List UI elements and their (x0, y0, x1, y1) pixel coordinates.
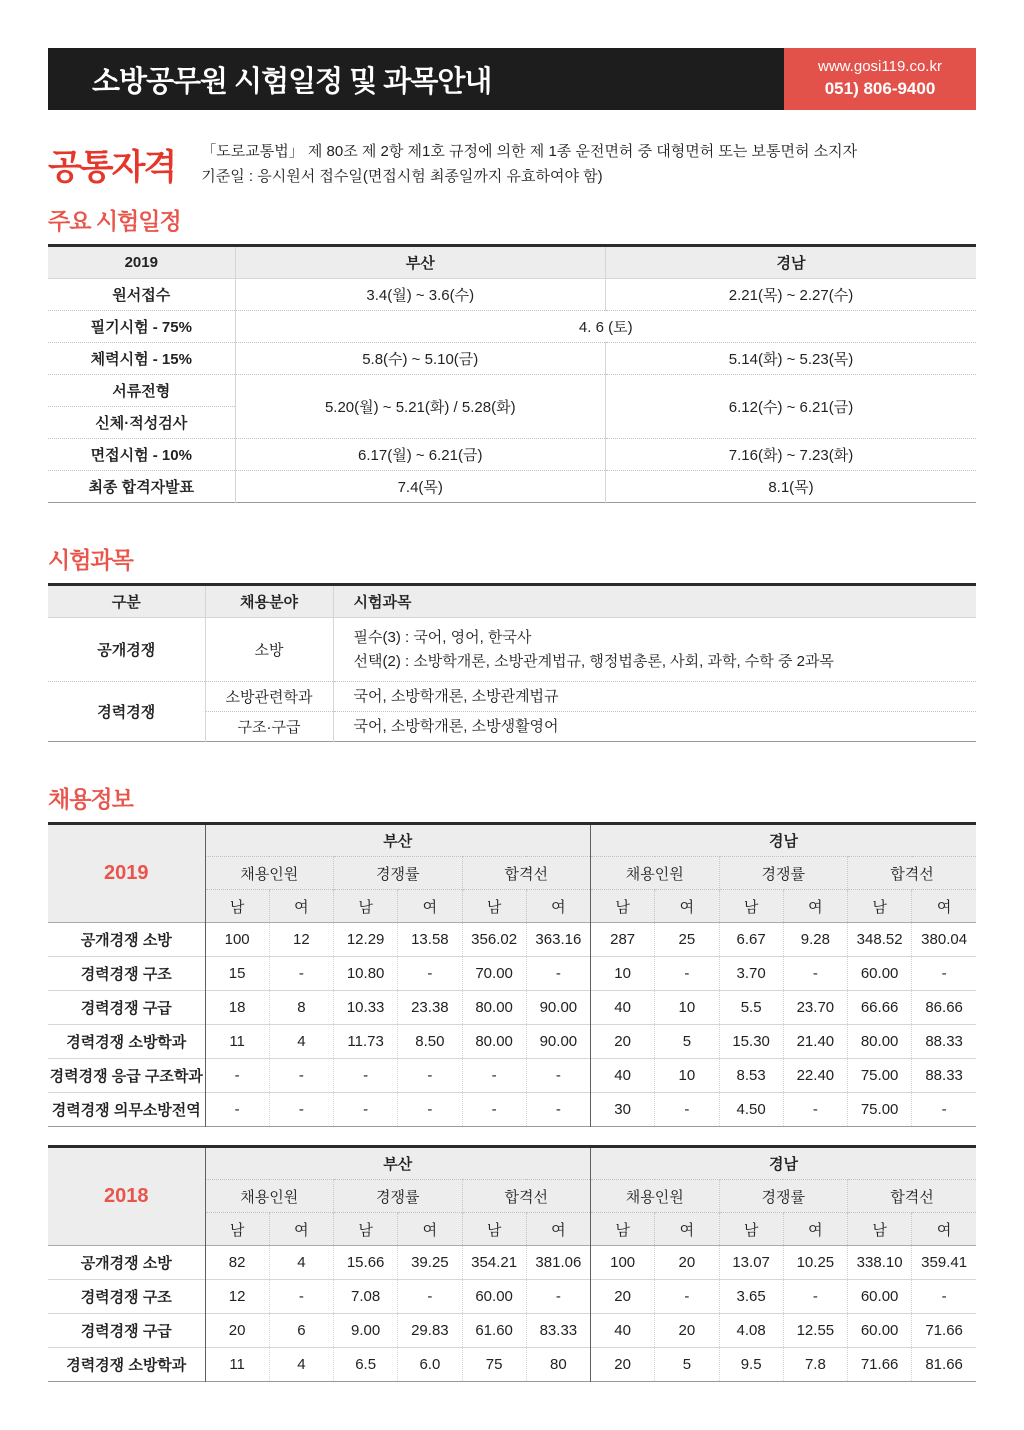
table-row (48, 1348, 976, 1382)
data-cell: 4 (269, 1246, 333, 1280)
data-cell: 11.73 (334, 1025, 398, 1059)
data-cell: 66.66 (848, 991, 912, 1025)
data-cell: 5.5 (719, 991, 783, 1025)
data-cell: 23.70 (783, 991, 847, 1025)
data-cell: 25 (655, 923, 719, 957)
data-cell: 15.66 (334, 1246, 398, 1280)
data-cell: 348.52 (848, 923, 912, 957)
row-label: 공개경쟁 (48, 618, 205, 682)
subjects-row-open (48, 618, 976, 682)
col-cutoff: 합격선 (462, 857, 591, 890)
recruitment-table-2018 (48, 1145, 976, 1382)
data-cell: - (655, 1280, 719, 1314)
data-cell: 5 (655, 1348, 719, 1382)
col-cutoff: 합격선 (848, 1180, 977, 1213)
row-label: 원서접수 (48, 279, 235, 311)
cell-gyeongnam: 6.12(수) ~ 6.21(금) (606, 375, 977, 439)
row-label: 경력경쟁 응급 구조학과 (48, 1059, 205, 1093)
data-cell: 5 (655, 1025, 719, 1059)
subjects-required-line: 필수(3) : 국어, 영어, 한국사 (353, 628, 532, 646)
col-male: 남 (591, 890, 655, 923)
col-male: 남 (591, 1213, 655, 1246)
data-cell: 71.66 (848, 1348, 912, 1382)
table-row (48, 1059, 976, 1093)
col-cutoff: 합격선 (462, 1180, 591, 1213)
data-cell: 100 (205, 923, 269, 957)
data-cell: 20 (205, 1314, 269, 1348)
year-label: 2018 (48, 1147, 205, 1246)
data-cell: 60.00 (848, 1314, 912, 1348)
col-hire: 채용인원 (205, 1180, 334, 1213)
data-cell: 11 (205, 1348, 269, 1382)
data-cell: - (526, 1280, 590, 1314)
cell-busan: 5.8(수) ~ 5.10(금) (235, 343, 606, 375)
data-cell: 20 (591, 1348, 655, 1382)
row-label: 경력경쟁 의무소방전역 (48, 1093, 205, 1127)
col-male: 남 (848, 890, 912, 923)
col-female: 여 (912, 890, 976, 923)
table-row (48, 1246, 976, 1280)
data-cell: 6.0 (398, 1348, 462, 1382)
table-row (48, 991, 976, 1025)
cell-gyeongnam: 7.16(화) ~ 7.23(화) (606, 439, 977, 471)
table-row (48, 1025, 976, 1059)
data-cell: - (526, 957, 590, 991)
subjects-section-title: 시험과목 (48, 547, 133, 573)
data-cell: 80.00 (462, 991, 526, 1025)
data-cell: - (398, 1280, 462, 1314)
cell-field: 소방관련학과 (205, 682, 333, 712)
subjects-elective-line: 선택(2) : 소방학개론, 소방관계법규, 행정법총론, 사회, 과학, 수학 중 2과목 (353, 652, 834, 670)
data-cell: 60.00 (848, 957, 912, 991)
cell-field: 구조·구급 (205, 712, 333, 742)
recruitment-table-2019 (48, 822, 976, 1127)
region-gyeongnam: 경남 (591, 824, 977, 857)
data-cell: 4 (269, 1025, 333, 1059)
schedule-header-year: 2019 (48, 246, 235, 279)
cell-busan: 3.4(월) ~ 3.6(수) (235, 279, 606, 311)
col-female: 여 (269, 1213, 333, 1246)
schedule-row-papers (48, 375, 976, 407)
data-cell: 100 (591, 1246, 655, 1280)
data-cell: - (526, 1059, 590, 1093)
data-cell: 8.50 (398, 1025, 462, 1059)
schedule-header-gyeongnam: 경남 (606, 246, 977, 279)
region-busan: 부산 (205, 1147, 591, 1180)
data-cell: - (398, 1059, 462, 1093)
schedule-section-title: 주요 시험일정 (48, 208, 181, 234)
col-female: 여 (912, 1213, 976, 1246)
data-cell: 20 (655, 1246, 719, 1280)
data-cell: 13.58 (398, 923, 462, 957)
common-qualification (48, 140, 976, 190)
page-title: 소방공무원 시험일정 및 과목안내 (92, 65, 492, 98)
data-cell: 29.83 (398, 1314, 462, 1348)
common-qualification-desc (201, 140, 857, 190)
data-cell: 6.67 (719, 923, 783, 957)
contact-box (784, 48, 976, 110)
row-label: 경력경쟁 구조 (48, 1280, 205, 1314)
row-label: 경력경쟁 (48, 682, 205, 742)
data-cell: 13.07 (719, 1246, 783, 1280)
data-cell: 39.25 (398, 1246, 462, 1280)
data-cell: 4 (269, 1348, 333, 1382)
data-cell: 10 (591, 957, 655, 991)
table-row (48, 1280, 976, 1314)
data-cell: 7.8 (783, 1348, 847, 1382)
data-cell: 10.33 (334, 991, 398, 1025)
data-cell: 380.04 (912, 923, 976, 957)
table-row (48, 1093, 976, 1127)
col-ratio: 경쟁률 (719, 857, 848, 890)
row-label: 경력경쟁 소방학과 (48, 1348, 205, 1382)
col-male: 남 (719, 890, 783, 923)
recruitment-header-regions (48, 1147, 976, 1180)
data-cell: 3.70 (719, 957, 783, 991)
data-cell: - (398, 957, 462, 991)
cell-subjects: 국어, 소방학개론, 소방관계법규 (333, 682, 976, 712)
data-cell: 20 (655, 1314, 719, 1348)
row-label: 신체·적성검사 (48, 407, 235, 439)
cell-busan: 7.4(목) (235, 471, 606, 503)
data-cell: 22.40 (783, 1059, 847, 1093)
data-cell: 75.00 (848, 1093, 912, 1127)
col-female: 여 (269, 890, 333, 923)
data-cell: 80 (526, 1348, 590, 1382)
data-cell: - (269, 1093, 333, 1127)
data-cell: - (783, 1093, 847, 1127)
col-ratio: 경쟁률 (719, 1180, 848, 1213)
col-female: 여 (655, 1213, 719, 1246)
data-cell: 6 (269, 1314, 333, 1348)
data-cell: 12.29 (334, 923, 398, 957)
data-cell: 9.28 (783, 923, 847, 957)
data-cell: 363.16 (526, 923, 590, 957)
col-male: 남 (848, 1213, 912, 1246)
data-cell: - (783, 1280, 847, 1314)
row-label: 경력경쟁 구조 (48, 957, 205, 991)
data-cell: 18 (205, 991, 269, 1025)
col-female: 여 (398, 890, 462, 923)
table-row (48, 1314, 976, 1348)
data-cell: 82 (205, 1246, 269, 1280)
region-gyeongnam: 경남 (591, 1147, 977, 1180)
row-label: 최종 합격자발표 (48, 471, 235, 503)
data-cell: 70.00 (462, 957, 526, 991)
top-banner (48, 48, 976, 110)
common-desc-line2: 기준일 : 응시원서 접수일(면접시험 최종일까지 유효하여야 함) (201, 168, 603, 185)
subjects-header-subjects: 시험과목 (333, 585, 976, 618)
cell-both-regions: 4. 6 (토) (235, 311, 976, 343)
data-cell: 60.00 (462, 1280, 526, 1314)
cell-field: 소방 (205, 618, 333, 682)
website-url: www.gosi119.co.kr (818, 58, 942, 76)
schedule-table (48, 244, 976, 503)
data-cell: 10.80 (334, 957, 398, 991)
col-male: 남 (334, 1213, 398, 1246)
data-cell: 61.60 (462, 1314, 526, 1348)
col-female: 여 (526, 1213, 590, 1246)
row-label: 경력경쟁 구급 (48, 1314, 205, 1348)
data-cell: 4.08 (719, 1314, 783, 1348)
data-cell: - (655, 957, 719, 991)
data-cell: 12.55 (783, 1314, 847, 1348)
data-cell: - (912, 1280, 976, 1314)
schedule-row-apply (48, 279, 976, 311)
data-cell: - (269, 1280, 333, 1314)
schedule-row-physical (48, 343, 976, 375)
recruitment-header-regions (48, 824, 976, 857)
col-female: 여 (783, 1213, 847, 1246)
col-male: 남 (719, 1213, 783, 1246)
col-female: 여 (783, 890, 847, 923)
data-cell: - (462, 1059, 526, 1093)
data-cell: - (269, 1059, 333, 1093)
data-cell: 10.25 (783, 1246, 847, 1280)
cell-subjects: 국어, 소방학개론, 소방생활영어 (333, 712, 976, 742)
col-male: 남 (462, 890, 526, 923)
data-cell: 21.40 (783, 1025, 847, 1059)
phone-number: 051) 806-9400 (824, 78, 936, 98)
row-label: 경력경쟁 구급 (48, 991, 205, 1025)
row-label: 체력시험 - 15% (48, 343, 235, 375)
col-ratio: 경쟁률 (334, 857, 463, 890)
data-cell: - (205, 1059, 269, 1093)
row-label: 공개경쟁 소방 (48, 923, 205, 957)
data-cell: 30 (591, 1093, 655, 1127)
data-cell: 4.50 (719, 1093, 783, 1127)
data-cell: 338.10 (848, 1246, 912, 1280)
data-cell: 20 (591, 1280, 655, 1314)
col-hire: 채용인원 (205, 857, 334, 890)
subjects-header-row (48, 585, 976, 618)
data-cell: - (655, 1093, 719, 1127)
data-cell: - (269, 957, 333, 991)
row-label: 면접시험 - 10% (48, 439, 235, 471)
row-label: 필기시험 - 75% (48, 311, 235, 343)
cell-subjects (333, 618, 976, 682)
col-female: 여 (526, 890, 590, 923)
data-cell: - (462, 1093, 526, 1127)
col-male: 남 (205, 1213, 269, 1246)
cell-gyeongnam: 5.14(화) ~ 5.23(목) (606, 343, 977, 375)
data-cell: 12 (205, 1280, 269, 1314)
col-ratio: 경쟁률 (334, 1180, 463, 1213)
subjects-row-career1 (48, 682, 976, 712)
col-female: 여 (398, 1213, 462, 1246)
cell-gyeongnam: 2.21(목) ~ 2.27(수) (606, 279, 977, 311)
common-qualification-badge: 공통자격 (48, 148, 176, 187)
data-cell: 8.53 (719, 1059, 783, 1093)
schedule-row-final (48, 471, 976, 503)
data-cell: 11 (205, 1025, 269, 1059)
data-cell: 80.00 (848, 1025, 912, 1059)
data-cell: 12 (269, 923, 333, 957)
data-cell: 80.00 (462, 1025, 526, 1059)
subjects-header-category: 구분 (48, 585, 205, 618)
data-cell: 9.5 (719, 1348, 783, 1382)
data-cell: 10 (655, 1059, 719, 1093)
data-cell: 354.21 (462, 1246, 526, 1280)
year-label: 2019 (48, 824, 205, 923)
data-cell: 83.33 (526, 1314, 590, 1348)
data-cell: 381.06 (526, 1246, 590, 1280)
data-cell: 15 (205, 957, 269, 991)
col-male: 남 (205, 890, 269, 923)
region-busan: 부산 (205, 824, 591, 857)
data-cell: - (783, 957, 847, 991)
common-desc-line1: 「도로교통법」 제 80조 제 2항 제1호 규정에 의한 제 1종 운전면허 중 대형면허 또는 보통면허 소지자 (201, 143, 858, 161)
subjects-header-field: 채용분야 (205, 585, 333, 618)
schedule-header-busan: 부산 (235, 246, 606, 279)
cell-busan: 5.20(월) ~ 5.21(화) / 5.28(화) (235, 375, 606, 439)
schedule-header-row (48, 246, 976, 279)
schedule-row-written (48, 311, 976, 343)
cell-busan: 6.17(월) ~ 6.21(금) (235, 439, 606, 471)
cell-gyeongnam: 8.1(목) (606, 471, 977, 503)
data-cell: 75 (462, 1348, 526, 1382)
data-cell: 90.00 (526, 991, 590, 1025)
data-cell: - (398, 1093, 462, 1127)
data-cell: 287 (591, 923, 655, 957)
data-cell: 20 (591, 1025, 655, 1059)
data-cell: 60.00 (848, 1280, 912, 1314)
data-cell: 8 (269, 991, 333, 1025)
data-cell: 6.5 (334, 1348, 398, 1382)
data-cell: 40 (591, 991, 655, 1025)
data-cell: 15.30 (719, 1025, 783, 1059)
recruitment-section-title: 채용정보 (48, 786, 133, 812)
data-cell: 356.02 (462, 923, 526, 957)
subjects-table (48, 583, 976, 742)
data-cell: 7.08 (334, 1280, 398, 1314)
data-cell: - (912, 1093, 976, 1127)
table-row (48, 923, 976, 957)
data-cell: 90.00 (526, 1025, 590, 1059)
data-cell: 75.00 (848, 1059, 912, 1093)
col-female: 여 (655, 890, 719, 923)
row-label: 서류전형 (48, 375, 235, 407)
recruitment-2018-body (48, 1246, 976, 1382)
data-cell: 23.38 (398, 991, 462, 1025)
data-cell: 40 (591, 1314, 655, 1348)
data-cell: - (912, 957, 976, 991)
col-hire: 채용인원 (591, 1180, 720, 1213)
data-cell: 88.33 (912, 1025, 976, 1059)
data-cell: - (334, 1059, 398, 1093)
data-cell: 88.33 (912, 1059, 976, 1093)
schedule-row-interview (48, 439, 976, 471)
col-male: 남 (462, 1213, 526, 1246)
data-cell: - (526, 1093, 590, 1127)
col-hire: 채용인원 (591, 857, 720, 890)
data-cell: 40 (591, 1059, 655, 1093)
data-cell: 9.00 (334, 1314, 398, 1348)
table-row (48, 957, 976, 991)
data-cell: 81.66 (912, 1348, 976, 1382)
col-male: 남 (334, 890, 398, 923)
data-cell: 359.41 (912, 1246, 976, 1280)
data-cell: - (205, 1093, 269, 1127)
data-cell: 3.65 (719, 1280, 783, 1314)
data-cell: - (334, 1093, 398, 1127)
data-cell: 10 (655, 991, 719, 1025)
data-cell: 86.66 (912, 991, 976, 1025)
row-label: 경력경쟁 소방학과 (48, 1025, 205, 1059)
col-cutoff: 합격선 (848, 857, 977, 890)
recruitment-2019-body (48, 923, 976, 1127)
row-label: 공개경쟁 소방 (48, 1246, 205, 1280)
data-cell: 71.66 (912, 1314, 976, 1348)
